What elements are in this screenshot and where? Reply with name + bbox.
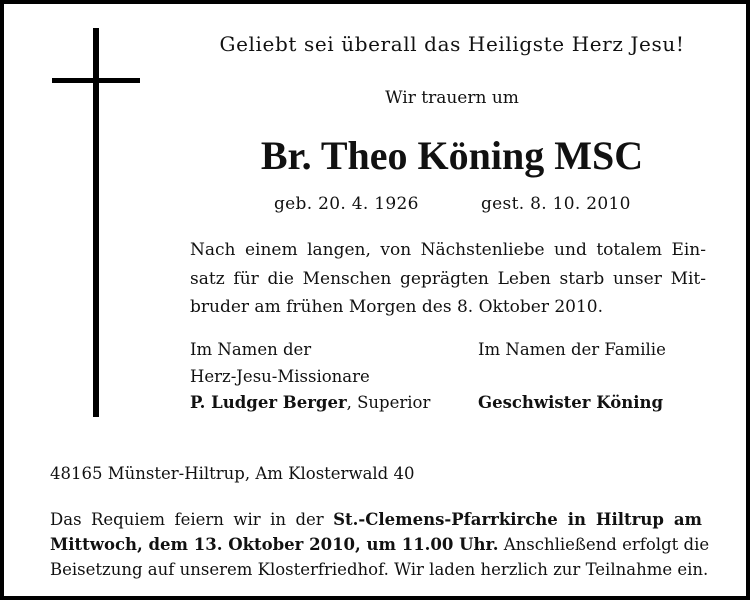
church-name: St.-Clemens-Pfarrkirche in Hiltrup am <box>333 510 702 529</box>
obituary-line: bruder am frühen Morgen des 8. Oktober 2010. <box>190 297 604 317</box>
address: 48165 Münster-Hiltrup, Am Klosterwald 40 <box>50 464 415 483</box>
birth-date: geb. 20. 4. 1926 <box>274 194 419 214</box>
requiem-line: Beisetzung auf unserem Klosterfriedhof. Wir laden herzlich zur Teilnahme ein. <box>50 560 709 579</box>
cross-icon <box>93 28 99 417</box>
signatory-role: , Superior <box>346 393 431 412</box>
obituary-line: Nach einem langen, von Nächstenliebe und totalem Ein- <box>190 240 706 260</box>
requiem-text: Anschließend erfolgt die <box>498 535 710 554</box>
signatory-family: Geschwister Köning <box>478 393 664 412</box>
signature-superior <box>190 393 430 412</box>
signature-label: Im Namen der Familie <box>478 340 666 359</box>
requiem-notice <box>50 507 710 582</box>
requiem-date: Mittwoch, dem 13. Oktober 2010, um 11.00 Uhr. <box>50 535 499 554</box>
obituary-text <box>190 236 706 322</box>
signature-block-missionaries <box>190 336 370 390</box>
requiem-line <box>50 507 702 532</box>
requiem-line <box>50 532 710 557</box>
deceased-name: Br. Theo Köning MSC <box>260 133 644 178</box>
obituary-line: satz für die Menschen geprägten Leben starb unser Mit- <box>190 268 706 289</box>
death-date: gest. 8. 10. 2010 <box>481 194 631 214</box>
motto: Geliebt sei überall das Heiligste Herz Jesu! <box>219 32 685 56</box>
signature-label: Im Namen der <box>190 340 312 359</box>
signatory-name: P. Ludger Berger <box>190 393 347 412</box>
signature-block-family <box>478 336 666 363</box>
intro-text: Wir trauern um <box>385 88 519 108</box>
signature-label: Herz-Jesu-Missionare <box>190 367 370 386</box>
cross-icon-bar <box>52 78 140 83</box>
requiem-text: Das Requiem feiern wir in der <box>50 510 334 529</box>
